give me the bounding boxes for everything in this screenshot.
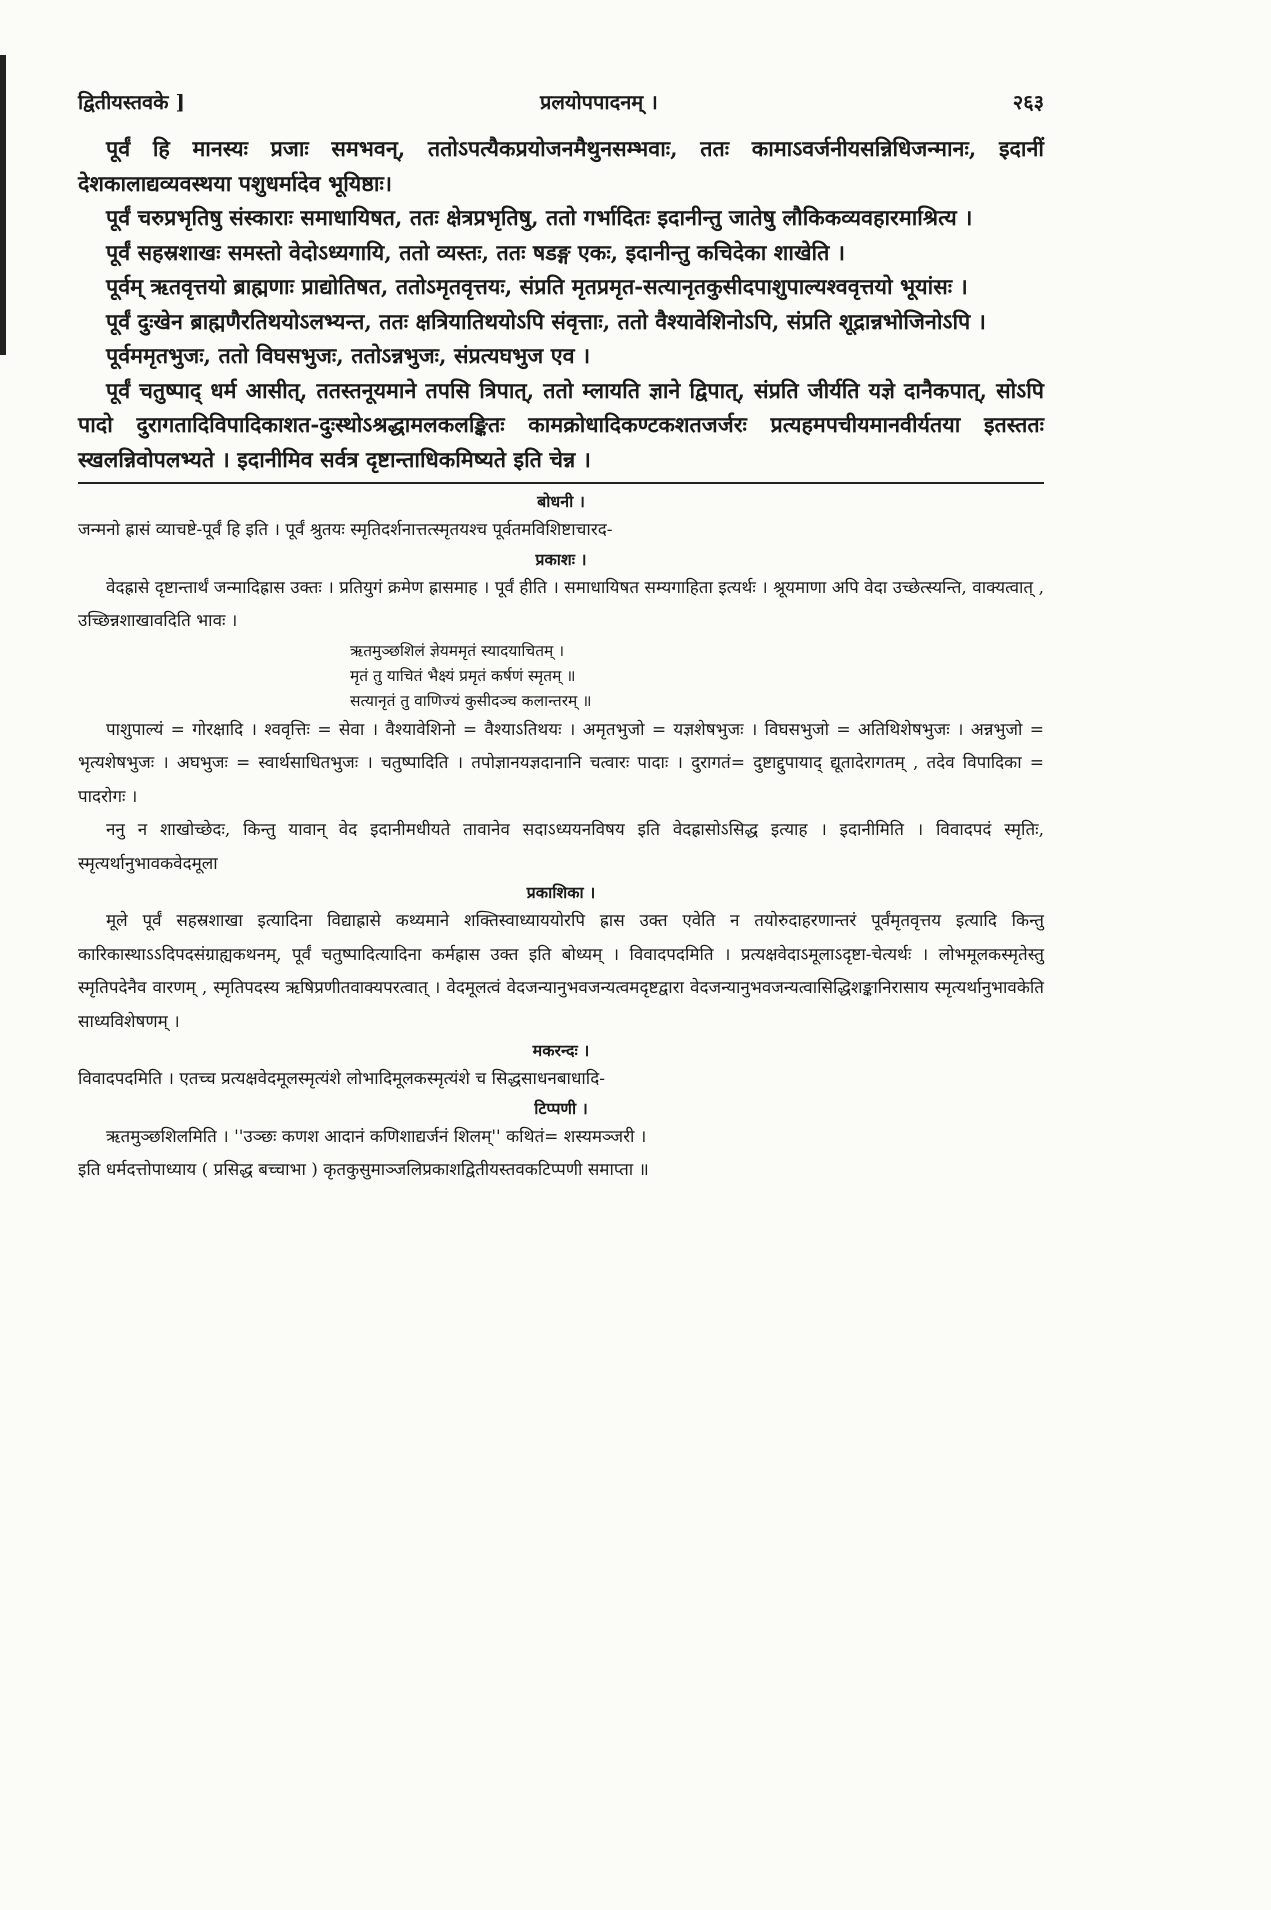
book-page xyxy=(78,88,1044,1188)
main-paragraph: पूर्वं चरुप्रभृतिषु संस्काराः समाधायिषत, ततः क्षेत्रप्रभृतिषु, ततो गर्भादितः इदानीन्तु जातेषु लौकिकव्यवहारमाश्रित्य । xyxy=(106,206,973,231)
main-paragraph: पूर्वममृतभुजः, ततो विघसभुजः, ततोऽन्नभुजः, संप्रत्यघभुज एव । xyxy=(106,344,591,369)
bodhani-text: जन्मनो ह्रासं व्याचष्टे-पूर्वं हि इति । पूर्वं श्रुतयः स्मृतिदर्शनात्तत्स्मृतयश्च पूर्वतमविशिष्टाचारद- xyxy=(78,520,613,540)
main-paragraph: पूर्वम् ऋतवृत्तयो ब्राह्मणाः प्राद्योतिषत, ततोऽमृतवृत्तयः, संप्रति मृतप्रमृत-सत्यानृतकुसीदपाशुपाल्यश्ववृत्तयो भूयांसः । xyxy=(106,275,968,300)
prakashika-text: मूले पूर्वं सहस्रशाखा इत्यादिना विद्याह्रासे कथ्यमाने शक्तिस्वाध्याययोरपि ह्रास उक्त एवेति न तयोरुदाहरणान्तरं पूर्वंमृतवृत्तय इत्यादि किन्तु कारिकास्थाऽऽदिपदसंग्राह्यकथनम्, पूर्वं चतुष्पादित्यादिना कर्मह्रास उक्त इति बोध्यम् । विवादपदमिति । प्रत्यक्षवेदाऽमूलाऽदृष्टा-चेत्यर्थः । लोभमूलकस्मृतेस्तु स्मृतिपदेनैव वारणम् , स्मृतिपदस्य ऋषिप्रणीतवाक्यपरत्वात् । वेदमूलत्वं वेदजन्यानुभवजन्यत्वमदृष्टद्वारा वेदजन्यानुभवजन्यत्वासिद्धिशङ्कानिरासाय स्मृत्यर्थानुभावकेति साध्यविशेषणम् । xyxy=(78,911,1044,1032)
objection-text: ननु न शाखोच्छेदः, किन्तु यावान् वेद इदानीमधीयते तावानेव सदाऽध्ययनविषय इति वेदह्रासोऽसिद्ध इत्याह । इदानीमिति । विवादपदं स्मृतिः, स्मृत्यर्थानुभावकवेदमूला xyxy=(78,820,1044,874)
tippani-heading: टिप्पणी । xyxy=(534,1098,588,1118)
glosses-text: पाशुपाल्यं = गोरक्षादि । श्ववृत्तिः = सेवा । वैश्यावेशिनो = वैश्याऽतिथयः । अमृतभुजो = यज्ञशेषभुजः । विघसभुजो = अतिथिशेषभुजः । अन्नभुजो = भृत्यशेषभुजः । अघभुजः = स्वार्थसाधितभुजः । चतुष्पादिति । तपोज्ञानयज्ञदानानि चत्वारः पादाः । दुरागतं= दुष्टाद्दुपायाद् द्यूतादेरागतम् , तदेव विपादिका = पादरोगः । xyxy=(78,719,1044,807)
bodhani-heading: बोधनी । xyxy=(537,492,585,511)
tippani-text: ऋतमुञ्छशिलमिति । ''उञ्छः कणश आदानं कणिशाद्यर्जनं शिलम्'' कथितं= शस्यमञ्जरी । xyxy=(106,1126,647,1147)
makaranda-text: विवादपदमिति । एतच्च प्रत्यक्षवेदमूलस्मृत्यंशे लोभादिमूलकस्मृत्यंशे च सिद्धसाधनबाधादि- xyxy=(78,1069,605,1089)
main-text xyxy=(78,133,1044,478)
verse-line: सत्यानृतं तु वाणिज्यं कुसीदञ्च कलान्तरम् ॥ xyxy=(350,691,592,710)
page-number: २६३ xyxy=(1012,90,1044,114)
header-chapter: द्वितीयस्तवके ] xyxy=(78,90,185,114)
section-divider xyxy=(78,482,1044,484)
prakasha-text: वेदह्रासे दृष्टान्तार्थं जन्मादिह्रास उक्तः । प्रतियुगं क्रमेण ह्रासमाह । पूर्वं हीति । समाधायिषत सम्यगाहिता इत्यर्थः । श्रूयमाणा अपि वेदा उच्छेत्स्यन्ति, वाक्यत्वात् , उच्छिन्नशाखावदिति भावः । xyxy=(78,577,1044,631)
makaranda-heading: मकरन्दः । xyxy=(532,1041,590,1060)
prakasha-heading: प्रकाशः । xyxy=(535,549,587,569)
prakashika-heading: प्रकाशिका । xyxy=(526,883,596,902)
commentary xyxy=(78,490,1044,1188)
verse-line: मृतं तु याचितं भैक्ष्यं प्रमृतं कर्षणं स्मृतम् ॥ xyxy=(350,666,576,685)
main-paragraph: पूर्वं दुःखेन ब्राह्मणैरतिथयोऽलभ्यन्त, ततः क्षत्रियातिथयोऽपि संवृत्ताः, ततो वैश्यावेशिनोऽपि, संप्रति शूद्रान्नभोजिनोऽपि । xyxy=(106,309,986,335)
main-paragraph: पूर्वं सहस्रशाखः समस्तो वेदोऽध्यगायि, ततो व्यस्तः, ततः षडङ्ग एकः, इदानीन्तु कचिदेका शाखेति । xyxy=(106,240,845,266)
verse-line: ऋतमुञ्छशिलं ज्ञेयममृतं स्यादयाचितम् । xyxy=(350,641,565,660)
running-header xyxy=(78,88,1044,115)
colophon: इति धर्मदत्तोपाध्याय ( प्रसिद्ध बच्चाभा ) कृतकुसुमाञ्जलिप्रकाशद्वितीयस्तवकटिप्पणी समाप्ता ॥ xyxy=(78,1160,649,1180)
scan-edge-mark xyxy=(0,55,6,355)
main-paragraph: पूर्वं हि मानस्यः प्रजाः समभवन्, ततोऽपत्यैकप्रयोजनमैथुनसम्भवाः, ततः कामाऽवर्जनीयसन्निधिजन्मानः, इदानीं देशकालाद्यव्यवस्थया पशुधर्मादेव भूयिष्ठाः। xyxy=(78,137,1044,197)
header-title: प्रलयोपपादनम् । xyxy=(539,90,658,114)
main-paragraph: पूर्वं चतुष्पाद् धर्म आसीत्, ततस्तनूयमाने तपसि त्रिपात्, ततो म्लायति ज्ञाने द्विपात्, संप्रति जीर्यति यज्ञे दानैकपात्, सोऽपि पादो दुरागतादिविपादिकाशत-दुःस्थोऽश्रद्धामलकलङ्कितः कामक्रोधादिकण्टकशतजर्जरः प्रत्यहमपचीयमानवीर्यतया इतस्ततः स्खलन्निवोपलभ्यते । इदानीमिव सर्वत्र दृष्टान्ताधिकमिष्यते इति चेन्न । xyxy=(78,378,1044,473)
